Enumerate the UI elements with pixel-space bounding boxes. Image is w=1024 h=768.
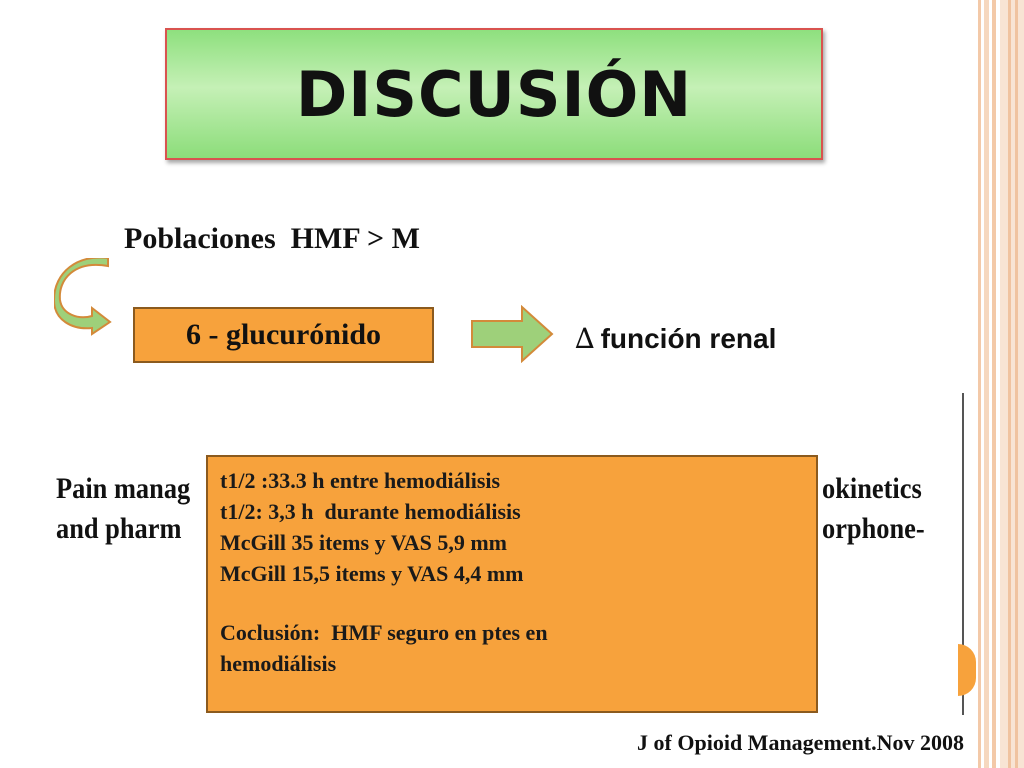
subtitle: Poblaciones HMF > M bbox=[124, 222, 420, 255]
renal-function-label bbox=[575, 322, 776, 355]
background-article-text-4: orphone- bbox=[822, 512, 925, 545]
background-article-text-3: okinetics bbox=[822, 472, 922, 505]
info-line: t1/2 :33.3 h entre hemodiálisis bbox=[220, 468, 501, 493]
orange-circle-decoration bbox=[958, 644, 976, 696]
delta-symbol: ∆ bbox=[575, 322, 595, 355]
info-line: McGill 15,5 items y VAS 4,4 mm bbox=[220, 561, 524, 586]
decorative-stripes bbox=[978, 0, 1024, 768]
slide-title: DISCUSIÓN bbox=[295, 57, 693, 131]
citation: J of Opioid Management.Nov 2008 bbox=[637, 730, 964, 755]
info-line: t1/2: 3,3 h durante hemodiálisis bbox=[220, 499, 521, 524]
background-article-text-1: Pain manag bbox=[56, 472, 191, 505]
info-line: McGill 35 items y VAS 5,9 mm bbox=[220, 530, 507, 555]
curved-arrow-icon bbox=[54, 258, 116, 338]
glucuronide-box bbox=[133, 307, 434, 363]
title-box bbox=[165, 28, 823, 160]
conclusion-line: hemodiálisis bbox=[220, 651, 337, 676]
glucuronide-label: 6 - glucurónido bbox=[185, 318, 382, 351]
info-box bbox=[206, 455, 818, 713]
conclusion-line: Coclusión: HMF seguro en ptes en bbox=[220, 620, 548, 645]
right-arrow-icon bbox=[470, 305, 554, 363]
background-article-text-2: and pharm bbox=[56, 512, 182, 545]
renal-text: función renal bbox=[600, 323, 777, 354]
